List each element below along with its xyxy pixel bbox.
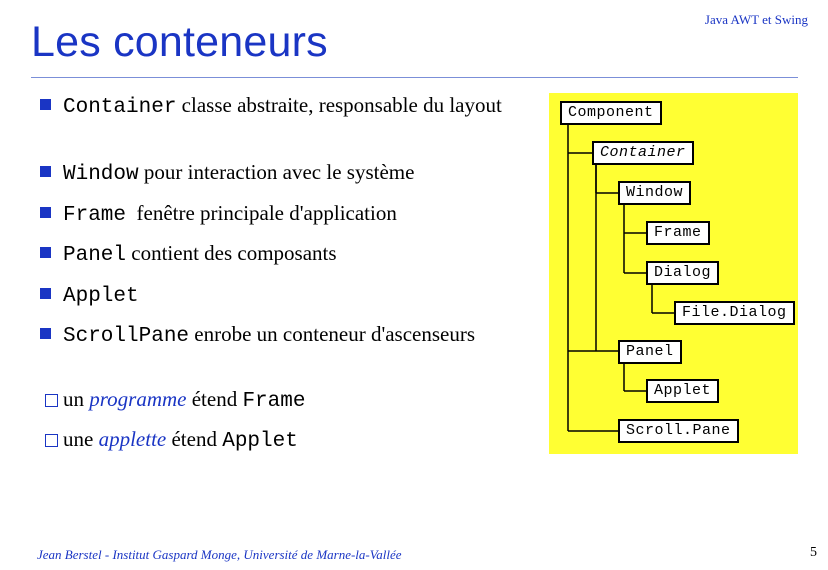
bullet-code: Applet: [63, 285, 139, 308]
bullet-code: Panel: [63, 244, 127, 267]
tree-node-filedialog: File.Dialog: [674, 301, 795, 325]
tree-node-window: Window: [618, 181, 691, 205]
footer-credit: Jean Berstel - Institut Gaspard Monge, Université de Marne-la-Vallée: [37, 547, 402, 562]
bullet-text: fenêtre principale d'application: [126, 201, 397, 225]
sub-item: un programme étend Frame: [45, 387, 305, 413]
bullet-code: Frame: [63, 204, 127, 227]
tree-node-scrollpane: Scroll.Pane: [618, 419, 739, 443]
bullet-text: enrobe un conteneur d'ascenseurs: [189, 322, 476, 346]
bullet-code: Container: [63, 96, 177, 119]
tree-node-applet: Applet: [646, 379, 719, 403]
slide-title: Les conteneurs: [31, 18, 328, 66]
bullet-text: classe abstraite, responsable du layout: [176, 93, 502, 117]
tree-node-container: Container: [592, 141, 694, 165]
bullet-code: Window: [63, 163, 139, 186]
sub-item: une applette étend Applet: [45, 427, 298, 453]
bullet-text: contient des composants: [126, 241, 337, 265]
tree-node-component: Component: [560, 101, 662, 125]
tree-node-panel: Panel: [618, 340, 682, 364]
bullet-code: ScrollPane: [63, 325, 190, 348]
tree-node-frame: Frame: [646, 221, 710, 245]
bullet-text: pour interaction avec le système: [138, 160, 415, 184]
course-title: Java AWT et Swing: [704, 12, 808, 27]
tree-node-dialog: Dialog: [646, 261, 719, 285]
page-number: 5: [810, 545, 817, 560]
